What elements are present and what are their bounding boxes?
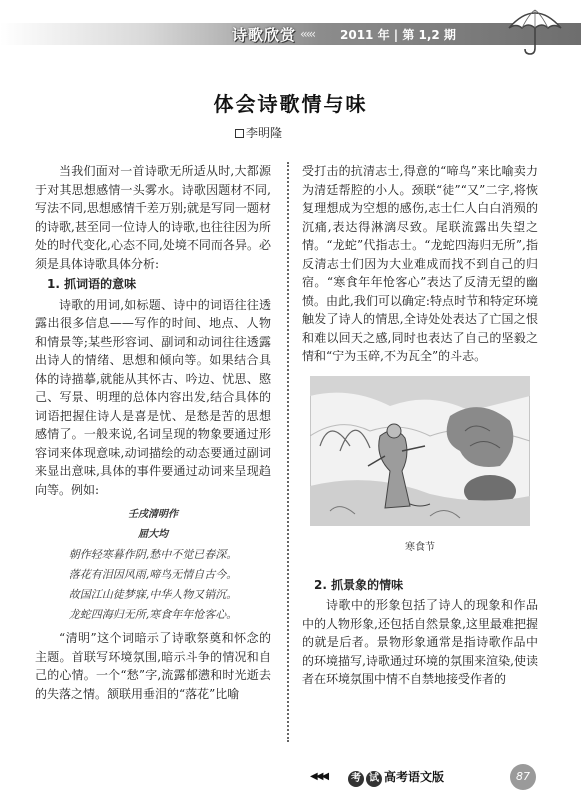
magazine-name bbox=[348, 768, 444, 787]
section-1-paragraph: 诗歌的用词,如标题、诗中的词语往往透露出很多信息——写作的时间、地点、人物和情景等;某些形容词、副词和动词往往透露出诗人的情绪、思想和倾向等。如果结合具体的诗描摹,就能从其怀古、吟边、忧思、愍己、写景、明理的总体内容出发,结合具体的词语把握住诗人是喜是忧、是愁是苦的思想感情了。一般来说,名词呈现的物象要通过形容词来体现意味,动词描绘的动态要通过副词来显出意味,具体的事件要通过动词来呈现趋向等。例如: bbox=[35, 297, 271, 497]
section-2-paragraph: 诗歌中的形象包括了诗人的现象和作品中的人物形象,还包括自然景象,这里最难把握的就是后者。景物形象通常是指诗歌作品中的环境描写,诗歌通过环境的氛围来渲染,使读者在环境氛围中情不自禁地接受作者的 bbox=[302, 598, 538, 686]
page-number: 87 bbox=[510, 764, 536, 790]
poem-block bbox=[35, 505, 271, 625]
triple-arrow-icon: ◀◀◀ bbox=[310, 771, 328, 782]
section-heading-2: 2. 抓景象的情味 bbox=[314, 577, 404, 592]
poem-title: 壬戌清明作 bbox=[128, 509, 178, 520]
poem-line: 故国江山徒梦寐,中华人物又销沉。 bbox=[68, 588, 238, 601]
column-name: 诗歌欣赏 bbox=[232, 26, 297, 44]
author-name: 李明隆 bbox=[246, 126, 283, 140]
column-divider bbox=[287, 162, 289, 742]
article-title: 体会诗歌情与味 bbox=[213, 92, 368, 116]
section-heading-1: 1. 抓词语的意味 bbox=[47, 277, 137, 291]
issue-label: 2011 年 | 第 1,2 期 bbox=[340, 28, 456, 42]
poem-line: 龙蛇四海归无所,寒食年年怆客心。 bbox=[68, 608, 238, 621]
poem-analysis-paragraph: “清明”这个词暗示了诗歌祭奠和怀念的主题。首联写环境氛围,暗示斗争的情况和自己的心情。一个“愁”字,流露郁懑和时光逝去的失落之情。颔联用垂泪的“落花”比喻 bbox=[35, 631, 271, 701]
article-author bbox=[235, 124, 282, 141]
poem-line: 落花有泪因风雨,啼鸟无情自古今。 bbox=[68, 568, 238, 581]
right-column bbox=[302, 162, 538, 689]
illustration-image bbox=[310, 376, 530, 526]
badge-char: 试 bbox=[366, 771, 382, 787]
chevron-decoration: ‹‹‹‹‹ bbox=[300, 27, 314, 41]
page-header bbox=[0, 0, 581, 62]
figure-caption: 寒食节 bbox=[405, 542, 435, 553]
poem-author: 屈大均 bbox=[138, 529, 168, 540]
umbrella-icon bbox=[505, 4, 565, 56]
left-column bbox=[35, 162, 271, 703]
badge-char: 考 bbox=[348, 771, 364, 787]
intro-paragraph: 当我们面对一首诗歌无所适从时,大都源于对其思想感情一头雾水。诗歌因题材不同,写法不同,思想感情千差万别;就是写同一题材的诗歌,甚至同一位诗人的诗歌,也往往因为所处的时代变化,心态不同,处境不同而各异。必须是具体诗歌具体分析: bbox=[35, 164, 271, 271]
page-footer bbox=[310, 768, 570, 790]
poem-line: 朝作轻寒暮作阴,愁中不觉已春深。 bbox=[68, 548, 238, 561]
author-square-icon bbox=[235, 129, 244, 138]
continued-paragraph: 受打击的抗清志士,得意的“啼鸟”来比喻卖力为清廷帮腔的小人。颈联“徒”“又”二字,将恢复理想成为空想的感伤,志士仁人白白消殒的沉痛,表达得淋漓尽致。尾联流露出失望之情。“龙蛇”代指志士。“龙蛇四海归无所”,指反清志士们因为大业难成而找不到自己的归宿。“寒食年年怆客心”表达了反清无望的幽愤。由此,我们可以确定:特点时节和特定环境触发了诗人的情思,全诗处处表达了亡国之恨和难以回天之感,同时也表达了自己的坚毅之情和“宁为玉碎,不为瓦全”的斗志。 bbox=[302, 164, 538, 363]
magazine-title: 高考语文版 bbox=[384, 770, 445, 784]
